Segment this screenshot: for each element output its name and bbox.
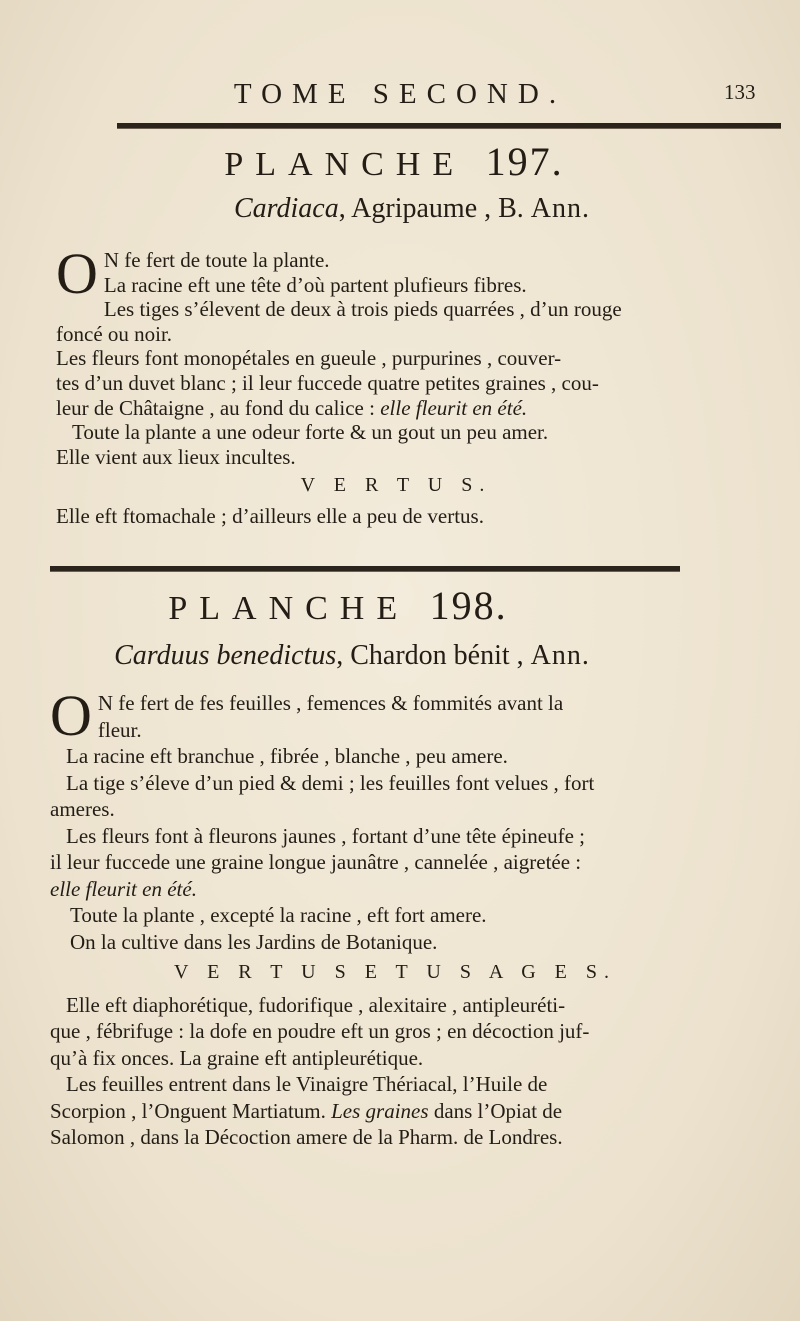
body-line-italic: elle fleurit en été. (50, 876, 197, 901)
body-line: N fe fert de fes feuilles , femences & fommités avant la (97, 691, 564, 715)
body-line: Salomon , dans la Décoction amere de la Pharm. de Londres. (50, 1125, 563, 1149)
body-line-with-italic (50, 1098, 740, 1125)
body-line: fleur. (97, 717, 142, 742)
body-italic: elle fleurit en été. (380, 395, 528, 420)
plate-198-french-name: , Chardon bénit , (336, 640, 524, 671)
body-line: Les fleurs font à fleurons jaunes , fortant d’une tête épineufe ; (66, 823, 585, 848)
plate-197-title (0, 138, 794, 185)
plate-198-heading (0, 640, 752, 672)
body-line: La tige s’éleve d’un pied & demi ; les feuilles font velues , fort (66, 770, 595, 795)
body-line: tes d’un duvet blanc ; il leur fuccede quatre petites graines , cou- (56, 370, 599, 395)
body-line: La racine eft une tête d’où partent plufieurs fibres. (103, 272, 527, 297)
body-text: dans l’Opiat de (433, 1098, 563, 1123)
body-line: Les feuilles entrent dans le Vinaigre Thériacal, l’Huile de (66, 1072, 548, 1096)
body-line: Toute la plante a une odeur forte & un gout un peu amer. (72, 420, 549, 445)
page-number: 133 (724, 80, 756, 104)
plate-198-body (50, 683, 740, 1151)
body-line: Les fleurs font monopétales en gueule , purpurines , couver- (56, 346, 562, 371)
body-line: La racine eft branchue , fibrée , blanche , peu amere. (66, 744, 508, 768)
plate-197-word: PLANCHE (224, 146, 466, 183)
body-line: ameres. (50, 797, 115, 821)
plate-198-title (0, 582, 738, 629)
body-line: qu’à fix onces. La graine eft antipleurétique. (50, 1045, 424, 1070)
body-text: Scorpion , l’Onguent Martiatum. (50, 1098, 326, 1123)
body-line-with-italic (56, 396, 736, 421)
plate-197-heading (12, 193, 800, 225)
body-line: Toute la plante , excepté la racine , eft fort amere. (70, 903, 487, 927)
plate-198-section-heading: V E R T U S E T U S A G E S. (174, 961, 616, 983)
body-line: que , fébrifuge : la dofe en poudre eft un gros ; en décoction juf- (50, 1019, 590, 1043)
plate-197-dropcap: O (56, 241, 98, 306)
body-line: Elle vient aux lieux incultes. (56, 444, 296, 469)
plate-198-latin-name: Carduus benedictus (114, 640, 337, 671)
plate-197-section-heading: V E R T U S. (300, 474, 492, 497)
body-italic: Les graines (331, 1098, 429, 1123)
plate-197-latin-name: Cardiaca (233, 193, 339, 224)
middle-rule (50, 566, 680, 572)
plate-197-french-name: , Agripaume , B. (338, 193, 524, 224)
plate-197-ann: Ann. (530, 193, 591, 224)
body-line: Elle eft diaphorétique, fudorifique , alexitaire , antipleuréti- (66, 992, 566, 1017)
plate-198-word: PLANCHE (168, 590, 410, 627)
running-title: TOME SECOND. (233, 78, 567, 110)
plate-197-number: 197. (485, 139, 564, 184)
body-text: leur de Châtaigne , au fond du calice : (56, 395, 375, 420)
body-line: Elle eft ftomachale ; d’ailleurs elle a peu de vertus. (56, 503, 484, 528)
plate-198-dropcap: O (50, 683, 92, 748)
body-line: Les tiges s’élevent de deux à trois pieds quarrées , d’un rouge (103, 297, 622, 322)
plate-198-ann: Ann. (530, 640, 590, 671)
body-line: N fe fert de toute la plante. (103, 248, 330, 272)
body-line: foncé ou noir. (56, 321, 173, 346)
body-line: On la cultive dans les Jardins de Botanique. (70, 929, 438, 954)
body-line: il leur fuccede une graine longue jaunâtre , cannelée , aigretée : (50, 850, 582, 874)
plate-198-number: 198. (429, 583, 508, 628)
top-rule (117, 123, 781, 129)
plate-197-body (56, 241, 736, 529)
